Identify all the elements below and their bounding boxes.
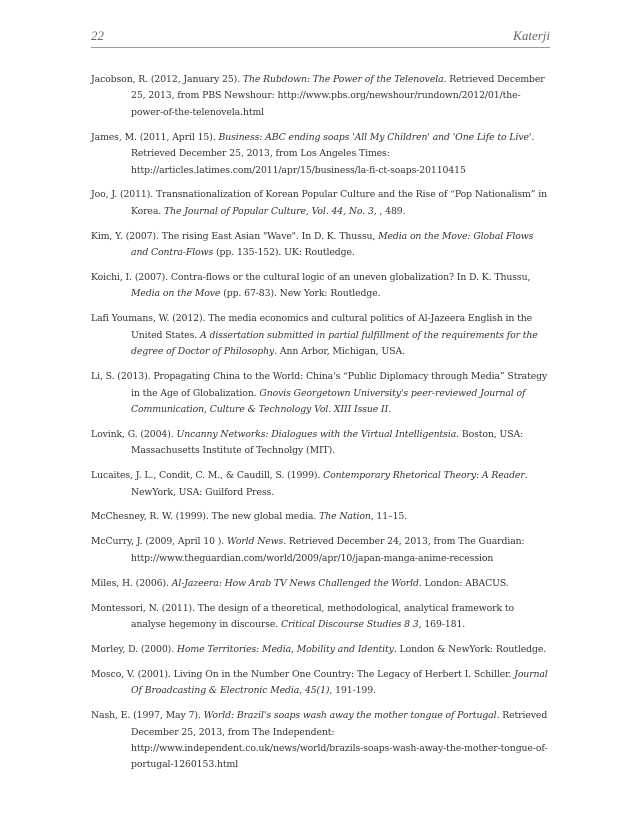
ref-text: , 169-181. xyxy=(418,618,466,630)
ref-text: McCurry, J. (2009, April 10 ). xyxy=(91,536,227,548)
ref-text: Lafi Youmans, W. (2012). The media economics and cultural politics of Al-Jazeera English in the United States. xyxy=(91,313,533,341)
ref-text: . xyxy=(388,403,392,415)
ref-text: . Retrieved December 25, 2013, from The Independent: http://www.independent.co.uk/news/world/brazils-soaps-wash-away-the-mother-tongue-of-portugal-1260153.html xyxy=(131,710,548,771)
ref-text: Nash, E. (1997, May 7). xyxy=(91,710,204,722)
reference-entry xyxy=(91,509,550,525)
reference-entry xyxy=(91,369,550,418)
reference-entry xyxy=(91,534,550,567)
ref-title: A dissertation submitted in partial fulfillment of the requirements for the degree of Doctor of Philosophy xyxy=(131,329,538,358)
ref-text: Miles, H. (2006). xyxy=(91,577,172,589)
reference-entry xyxy=(91,601,550,634)
ref-text: McChesney, R. W. (1999). The new global media. xyxy=(91,511,320,523)
reference-entry xyxy=(91,708,550,774)
ref-text: Mosco, V. (2001). Living On in the Number One Country: The Legacy of Herbert I. Schiller. xyxy=(91,668,515,680)
ref-title: World News xyxy=(227,536,284,548)
ref-text: . Boston, USA: Massachusetts Institute of Technolgy (MIT). xyxy=(131,428,524,457)
ref-title: Al-Jazeera: How Arab TV News Challenged the World xyxy=(171,577,419,589)
ref-text: Koichi, I. (2007). Contra-flows or the cultural logic of an uneven globalization? In D. K. Thussu, xyxy=(91,272,531,284)
ref-text: . Retrieved December 25, 2013, from Los Angeles Times: http://articles.latimes.com/2011/apr/15/business/la-fi-ct-soaps-20110415 xyxy=(131,131,535,176)
reference-entry xyxy=(91,229,550,262)
ref-text: James, M. (2011, April 15). xyxy=(91,131,219,143)
reference-entry xyxy=(91,642,550,658)
ref-text: Lucaites, J. L., Condit, C. M., & Caudill, S. (1999). xyxy=(91,470,324,482)
ref-title: World: Brazil's soaps wash away the mother tongue of Portugal xyxy=(203,710,497,722)
page-header xyxy=(91,28,550,44)
ref-text: , 191-199. xyxy=(329,685,376,697)
ref-title: Critical Discourse Studies 8 3 xyxy=(281,618,419,630)
ref-text: . London & NewYork: Routledge. xyxy=(393,643,547,655)
ref-text: Li, S. (2013). Propagating China to the World: China's “Public Diplomacy through Media” Strategy in the Age of Globalization. xyxy=(91,371,548,399)
ref-text: , 11–15. xyxy=(370,511,408,523)
ref-text: (pp. 67-83). New York: Routledge. xyxy=(220,288,381,300)
ref-text: Joo, J. (2011). Transnationalization of Korean Popular Culture and the Rise of “Pop Nationalism” in Korea. xyxy=(91,189,548,217)
ref-title: The Journal of Popular Culture, Vol. 44, No. 3, xyxy=(164,205,377,217)
reference-entry xyxy=(91,667,550,700)
ref-title: Uncanny Networks: Dialogues with the Virtual Intelligentsia xyxy=(176,428,457,440)
ref-title: The Rubdown: The Power of the Telenovela xyxy=(242,74,444,85)
reference-entry xyxy=(91,576,550,592)
header-rule xyxy=(91,47,550,48)
reference-entry xyxy=(91,187,550,220)
running-title: Katerji xyxy=(513,28,550,43)
ref-title: Media on the Move: Global Flows and Contra-Flows xyxy=(131,230,534,259)
ref-text: . London: ABACUS. xyxy=(418,577,509,589)
ref-title: Contemporary Rhetorical Theory: A Reader xyxy=(323,470,525,482)
reference-entry xyxy=(91,311,550,360)
ref-title: Home Territories: Media, Mobility and Identity xyxy=(176,643,394,655)
ref-text: Jacobson, R. (2012, January 25). xyxy=(91,74,243,85)
ref-text: Morley, D. (2000). xyxy=(91,643,177,655)
ref-title: Business: ABC ending soaps 'All My Children' and 'One Life to Live' xyxy=(218,131,532,143)
reference-entry xyxy=(91,427,550,460)
ref-text: . Retrieved December 25, 2013, from PBS Newshour: http://www.pbs.org/newshour/rundown/2012/01/the-power-of-the-telenovela.html xyxy=(131,74,545,118)
reference-entry xyxy=(91,130,550,179)
ref-text: Montessori, N. (2011). The design of a theoretical, methodological, analytical framework to analyse hegemony in discourse. xyxy=(91,602,514,630)
reference-list xyxy=(91,72,550,782)
reference-entry xyxy=(91,270,550,303)
ref-text: Kim, Y. (2007). The rising East Asian "Wave". In D. K. Thussu, xyxy=(91,230,379,242)
reference-entry xyxy=(91,72,550,121)
ref-text: . NewYork, USA: Guilford Press. xyxy=(131,470,528,498)
ref-title: Journal Of Broadcasting & Electronic Media, 45(1) xyxy=(131,668,548,697)
ref-text: . Ann Arbor, Michigan, USA. xyxy=(274,346,405,358)
ref-title: Media on the Move xyxy=(131,288,221,300)
ref-text: Lovink, G. (2004). xyxy=(91,428,177,440)
ref-title: The Nation xyxy=(319,511,371,523)
ref-text: , 489. xyxy=(376,205,406,217)
ref-title: Gnovis Georgetown University's peer-reviewed Journal of Communication, Culture & Technology Vol. XIII Issue II xyxy=(131,387,526,415)
ref-text: . Retrieved December 24, 2013, from The Guardian: http://www.theguardian.com/world/2009/apr/10/japan-manga-anime-recession xyxy=(131,536,525,564)
page-number: 22 xyxy=(91,28,104,43)
ref-text: (pp. 135-152). UK: Routledge. xyxy=(213,247,355,259)
reference-entry xyxy=(91,468,550,501)
